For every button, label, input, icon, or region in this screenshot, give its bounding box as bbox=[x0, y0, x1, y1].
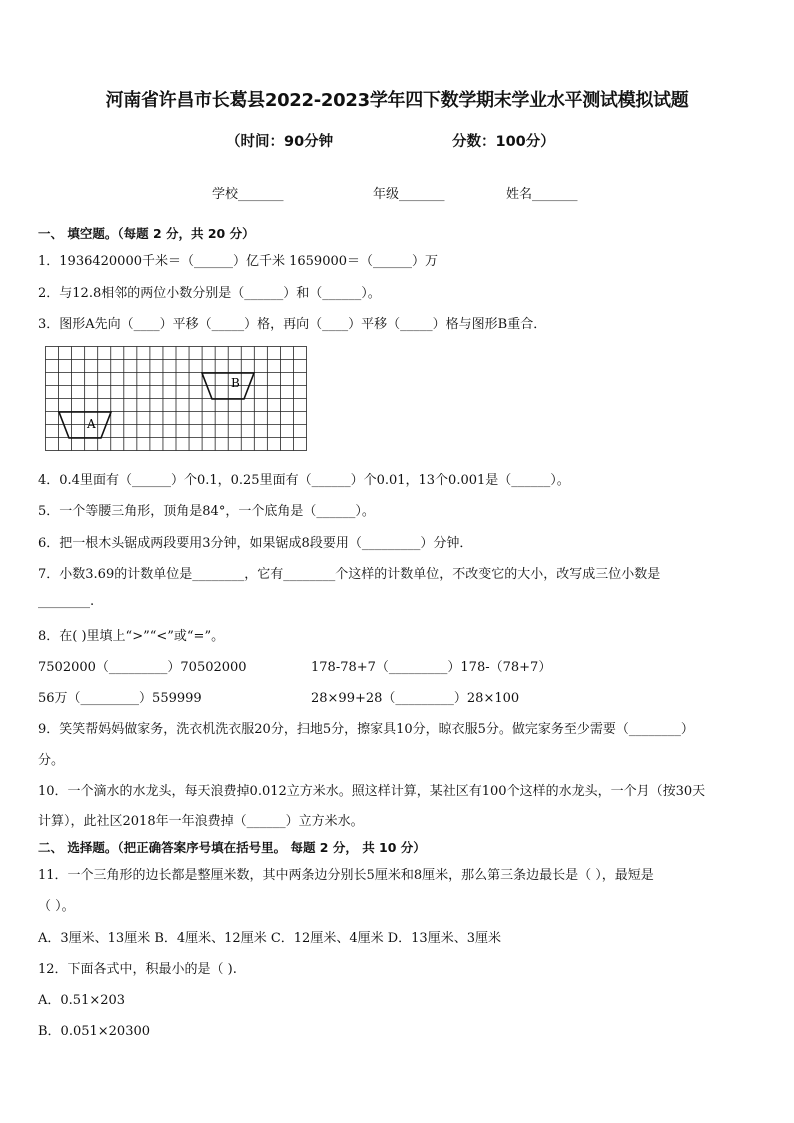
name-field[interactable]: 姓名_______ bbox=[506, 187, 578, 202]
school-field[interactable]: 学校_______ bbox=[212, 187, 284, 202]
question-4: 4．0.4里面有（______）个0.1，0.25里面有（______）个0.01，13个0.001是（______）。 bbox=[38, 473, 570, 488]
question-7-line-2: ________. bbox=[38, 594, 95, 609]
question-12: 12．下面各式中，积最小的是（ ). bbox=[38, 962, 237, 977]
shape-a-label: A bbox=[87, 417, 96, 431]
question-10-line-1: 10．一个滴水的水龙头，每天浪费掉0.012立方米水。照这样计算，某社区有100个这样的水龙头，一个月（按30天 bbox=[38, 784, 706, 799]
section-heading-fill-blank: 一、 填空题。（每题 2 分，共 20 分） bbox=[38, 226, 255, 241]
question-7-line-1: 7．小数3.69的计数单位是________，它有________个这样的计数单位，不改变它的大小，改写成三位小数是 bbox=[38, 567, 661, 582]
question-10-line-2: 计算），此社区2018年一年浪费掉（______）立方米水。 bbox=[38, 814, 364, 829]
grid-figure bbox=[45, 346, 309, 452]
question-2: 2．与12.8相邻的两位小数分别是（______）和（______）。 bbox=[38, 286, 381, 301]
question-9-line-2: 分。 bbox=[38, 753, 65, 768]
question-11-options: A．3厘米、13厘米 B．4厘米、12厘米 C．12厘米、4厘米 D．13厘米、3厘米 bbox=[38, 931, 501, 946]
question-8-item-c: 56万（_________）559999 bbox=[38, 691, 202, 706]
question-11-line-2: （ ）。 bbox=[38, 899, 75, 914]
exam-time: （时间：90分钟 bbox=[226, 134, 334, 150]
page-title: 河南省许昌市长葛县2022-2023学年四下数学期末学业水平测试模拟试题 bbox=[105, 90, 689, 111]
question-8-item-d: 28×99+28（_________）28×100 bbox=[311, 691, 520, 706]
question-8: 8．在( )里填上“>”“<”或“=”。 bbox=[38, 629, 225, 644]
question-3: 3．图形A先向（____）平移（_____）格，再向（____）平移（_____）格与图形B重合． bbox=[38, 317, 547, 332]
question-6: 6．把一根木头锯成两段要用3分钟，如果锯成8段要用（_________）分钟． bbox=[38, 536, 473, 551]
question-12-option-b: B．0.051×20300 bbox=[38, 1024, 151, 1039]
question-5: 5．一个等腰三角形，顶角是84°，一个底角是（______）。 bbox=[38, 504, 375, 519]
exam-score: 分数：100分） bbox=[452, 134, 555, 150]
question-9-line-1: 9．笑笑帮妈妈做家务，洗衣机洗衣服20分，扫地5分，擦家具10分，晾衣服5分。做完家务至少需要（________） bbox=[38, 722, 694, 737]
shape-b-label: B bbox=[231, 376, 240, 390]
grade-field[interactable]: 年级_______ bbox=[373, 187, 445, 202]
question-12-option-a: A．0.51×203 bbox=[38, 993, 126, 1008]
section-heading-choice: 二、 选择题。（把正确答案序号填在括号里。 每题 2 分， 共 10 分） bbox=[38, 840, 426, 855]
question-8-item-b: 178-78+7（_________）178-（78+7） bbox=[311, 660, 552, 675]
question-11-line-1: 11．一个三角形的边长都是整厘米数，其中两条边分别长5厘米和8厘米，那么第三条边最长是（ ），最短是 bbox=[38, 868, 654, 883]
question-1: 1．1936420000千米＝（______）亿千米 1659000＝（______）万 bbox=[38, 254, 439, 269]
question-8-item-a: 7502000（_________）70502000 bbox=[38, 660, 247, 675]
